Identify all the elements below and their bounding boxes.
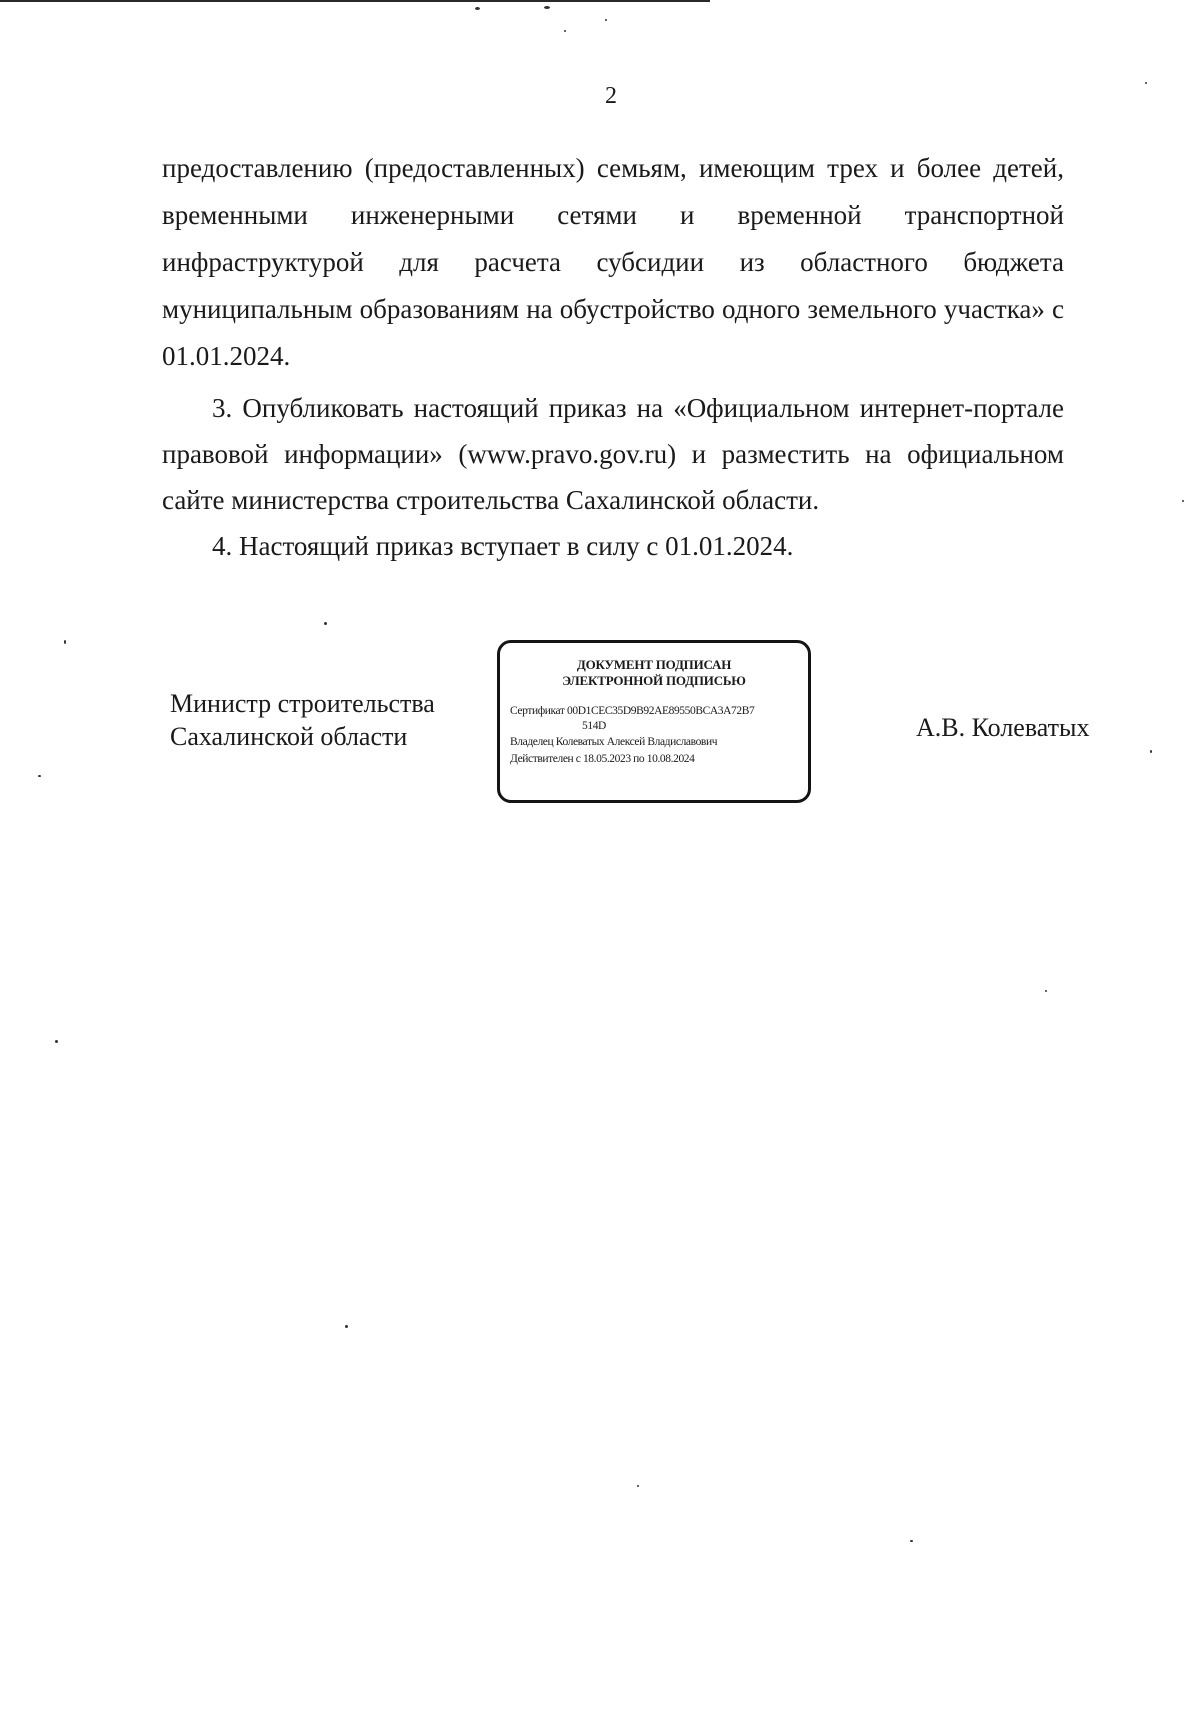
paragraph-publication-order: 3. Опубликовать настоящий приказ на «Официальном интернет-портале правовой информации» (www.pravo.gov.ru) и разместить на официальном сайте министерства строительства Сахалинской области. [162, 393, 1064, 515]
paragraph-effective-date: 4. Настоящий приказ вступает в силу с 01.01.2024. [212, 531, 794, 561]
scan-speck [345, 1325, 348, 1328]
signer-position [170, 687, 435, 753]
scan-speck [910, 1540, 913, 1542]
stamp-validity: Действителен с 18.05.2023 по 10.08.2024 [510, 753, 695, 765]
signer-position-line-1: Министр строительства [170, 689, 435, 718]
scan-speck [55, 1040, 58, 1043]
scan-speck [1045, 990, 1047, 992]
stamp-heading-line-1: ДОКУМЕНТ ПОДПИСАН [576, 657, 732, 672]
stamp-heading-line-2: ЭЛЕКТРОННОЙ ПОДПИСЬЮ [562, 673, 746, 688]
paragraph-continuation: предоставлению (предоставленных) семьям, имеющим трех и более детей, временными инженерными сетями и временной транспортной инфраструктурой для расчета субсидии из областного бюджета муниципальным образованиям на обустройство одного земельного участка» с 01.01.2024. [162, 153, 1064, 371]
page-number: 2 [605, 83, 617, 109]
stamp-certificate-continued: 514D [582, 720, 606, 732]
stamp-owner: Владелец Колеватых Алексей Владиславович [510, 736, 718, 748]
electronic-signature-stamp [497, 640, 811, 803]
scan-speck [637, 1485, 639, 1487]
signature-block [0, 0, 1200, 820]
signer-name: А.В. Колеватых [916, 713, 1090, 742]
stamp-certificate: Сертификат 00D1CEC35D9B92AE89550BCA3A72B7 [510, 705, 755, 717]
signer-position-line-2: Сахалинской области [170, 722, 408, 751]
